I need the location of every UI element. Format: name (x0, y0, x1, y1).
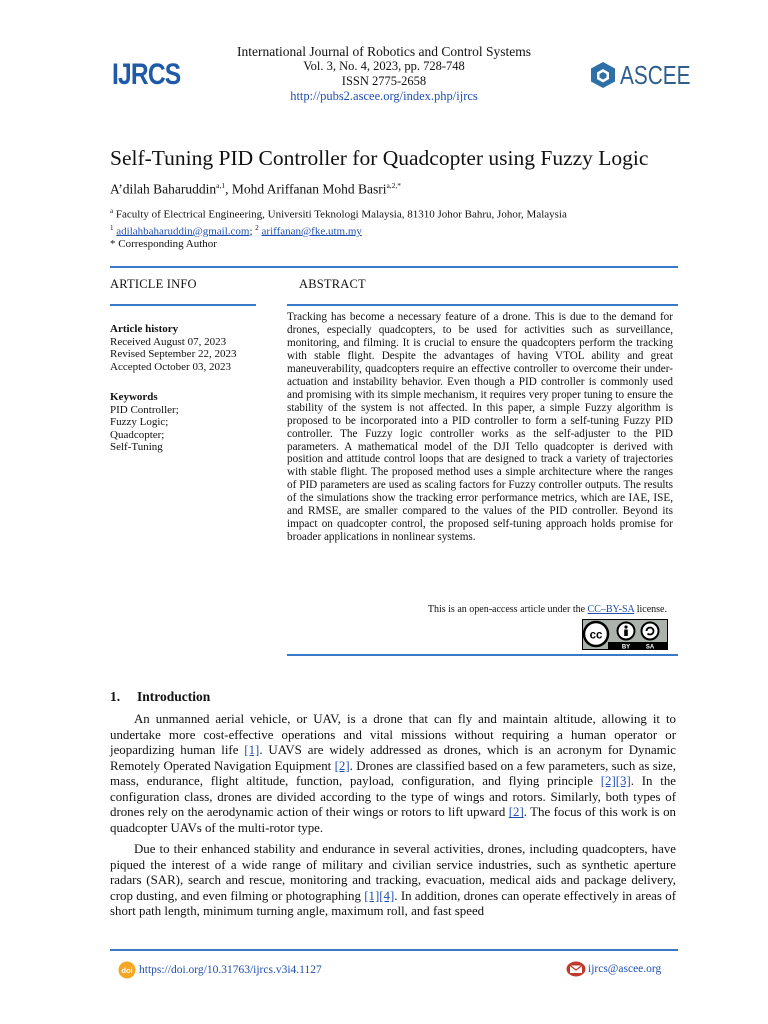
text-run: . Drones are classified based on a few parameters, such as size, mass, endurance, flight altitude, function, payload, configuration, and flying principle (110, 758, 676, 789)
text-run: . In the configuration class, drones are divided according to the type of wings and rotors. Similarly, both types of drones rely on the aerodynamic action of their wings or rotors to lift upward (110, 774, 676, 820)
citation-link[interactable]: [1] (244, 743, 260, 758)
keyword-item: Self-Tuning (110, 441, 163, 454)
revised-date: Revised September 22, 2023 (110, 348, 237, 361)
citation-link[interactable]: [1][4] (364, 888, 395, 903)
doi-link[interactable]: https://doi.org/10.31763/ijrcs.v3i4.1127 (139, 964, 322, 976)
text-run: An unmanned aerial vehicle, or UAV, is a drone that can fly and maintain altitude, allowing it to undertake more cost-effective operations and vital missions without requiring a human operator or jeopardizing human life (110, 712, 676, 758)
author-sup: a,1 (216, 181, 226, 190)
license-suffix: license. (634, 604, 667, 615)
divider (110, 304, 256, 306)
author-name: A’dilah Baharuddin (110, 181, 217, 197)
footer-divider (110, 949, 678, 951)
corresponding-author: * Corresponding Author (110, 238, 217, 251)
article-info-label: ARTICLE INFO (110, 277, 197, 291)
cc-sa-label: SA (645, 644, 655, 650)
abstract-label: ABSTRACT (299, 277, 366, 291)
affiliations (110, 205, 567, 251)
paper-title: Self-Tuning PID Controller for Quadcopter using Fuzzy Logic (110, 146, 649, 170)
divider (287, 304, 678, 306)
author-name: Mohd Ariffanan Mohd Basri (231, 181, 387, 197)
divider (287, 654, 678, 656)
text-run: . UAVS are widely addressed as drones, which is an acronym for Dynamic Remotely Operated Navigation Equipment (110, 743, 677, 773)
citation-link[interactable]: [2] (508, 805, 524, 820)
publisher-logo-text: ASCEE (620, 59, 691, 90)
publisher-logo (590, 60, 708, 90)
keyword-item: Fuzzy Logic; (110, 416, 169, 429)
journal-info (200, 44, 568, 104)
license-line (287, 604, 667, 615)
journal-url-link[interactable]: http://pubs2.ascee.org/index.php/ijrcs (290, 89, 478, 103)
journal-title: International Journal of Robotics and Control Systems (237, 44, 531, 59)
cc-by-label: BY (621, 644, 631, 650)
citation-link[interactable]: [2][3] (600, 774, 631, 789)
cc-license-badge[interactable] (582, 619, 668, 655)
issn-line: ISSN 2775-2658 (341, 74, 427, 88)
affiliation-sup: a (110, 207, 114, 215)
citation-link[interactable]: [2] (334, 758, 350, 773)
article-history (110, 323, 270, 373)
text-run: Due to their enhanced stability and endurance in several activities, drones, including quadcopters, have piqued the interest of a wide range of military and civilian service industries, such as synthetic aperture radars (SAR), search and rescue, monitoring and tracking, evacuation, medical aids and package delivery, crop dusting, and even filming or photographing (110, 842, 676, 903)
hexagon-logo-icon (590, 61, 616, 89)
received-date: Received August 07, 2023 (110, 335, 227, 348)
doi-icon (118, 961, 136, 979)
email-separator: ; (249, 225, 256, 238)
mail-icon (566, 961, 586, 977)
share-alike-icon (642, 623, 659, 640)
section-title: Introduction (137, 689, 211, 704)
abstract-text: Tracking has become a necessary feature of a drone. This is due to the demand for drones, especially quadcopters, to be used for activities such as surveillance, monitoring, and filming. It is crucial to ensure the quadcopters perform the tracking with stable flight. Despite the advantages of having VTOL ability and great maneuverability, quadcopters require an effective controller to overcome their under-actuation and instability behavior. Even though a PID controller is commonly used and promising with its simple mechanism, it requires very proper tuning to ensure the stability of the system is not affected. In this paper, a simple Fuzzy algorithm is proposed to be incorporated into a PID controller to form a self-tuning Fuzzy PID controller. The Fuzzy logic controller works as the self-adjuster to the PID parameters. A mathematical model of the DJI Tello quadcopter is derived with position and attitude control loops that are designed to track a variety of trajectories with stable flight. The proposed method uses a simple architecture where the ranges of PID parameters are used as scaling factors for Fuzzy controller outputs. The results of the simulations show the tracking error performance metrics, which are IAE, ISE, and RMSE, are smaller compared to the values of the PID controller. Beyond its impact on quadcopter control, the proposed self-tuning approach holds promise for broader applications in nonlinear systems. (287, 311, 673, 544)
author-list (110, 181, 401, 198)
doi-icon-label: doi (121, 965, 133, 975)
accepted-date: Accepted October 03, 2023 (110, 360, 231, 373)
email-sup: 2 (255, 223, 259, 232)
author-sup: a,2,* (386, 181, 402, 190)
text-run: . The focus of this work is on quadcopter UAVs of the multi-rotor type. (110, 805, 677, 835)
keyword-item: PID Controller; (110, 403, 179, 416)
text-run: . In addition, drones can operate effectively in areas of short path length, minimum turning angle, maximum roll, and fast speed (110, 888, 676, 919)
section-heading (110, 689, 210, 705)
keywords-heading: Keywords (110, 391, 158, 403)
keywords-block (110, 391, 270, 454)
license-prefix: This is an open-access article under the (427, 604, 588, 615)
history-heading: Article history (110, 323, 179, 335)
journal-logo: IJRCS (112, 58, 181, 91)
author-separator: , (225, 181, 232, 197)
paragraph (110, 712, 676, 836)
affiliation-text: Faculty of Electrical Engineering, Universiti Teknologi Malaysia, 81310 Johor Bahru, Johor, Malaysia (115, 208, 567, 221)
footer-email (566, 961, 661, 977)
footer-doi (118, 961, 322, 979)
email-link[interactable]: ijrcs@ascee.org (588, 963, 662, 975)
svg-text:cc: cc (589, 629, 603, 642)
keyword-item: Quadcopter; (110, 428, 165, 441)
author-email-link[interactable]: ariffanan@fke.utm.my (261, 225, 362, 238)
volume-line: Vol. 3, No. 4, 2023, pp. 728-748 (303, 59, 465, 73)
email-sup: 1 (110, 223, 114, 232)
license-link[interactable]: CC–BY-SA (587, 604, 635, 615)
section-number: 1. (110, 689, 121, 704)
paragraph (110, 842, 676, 920)
author-email-link[interactable]: adilahbaharuddin@gmail.com (116, 225, 250, 238)
divider (110, 266, 678, 268)
